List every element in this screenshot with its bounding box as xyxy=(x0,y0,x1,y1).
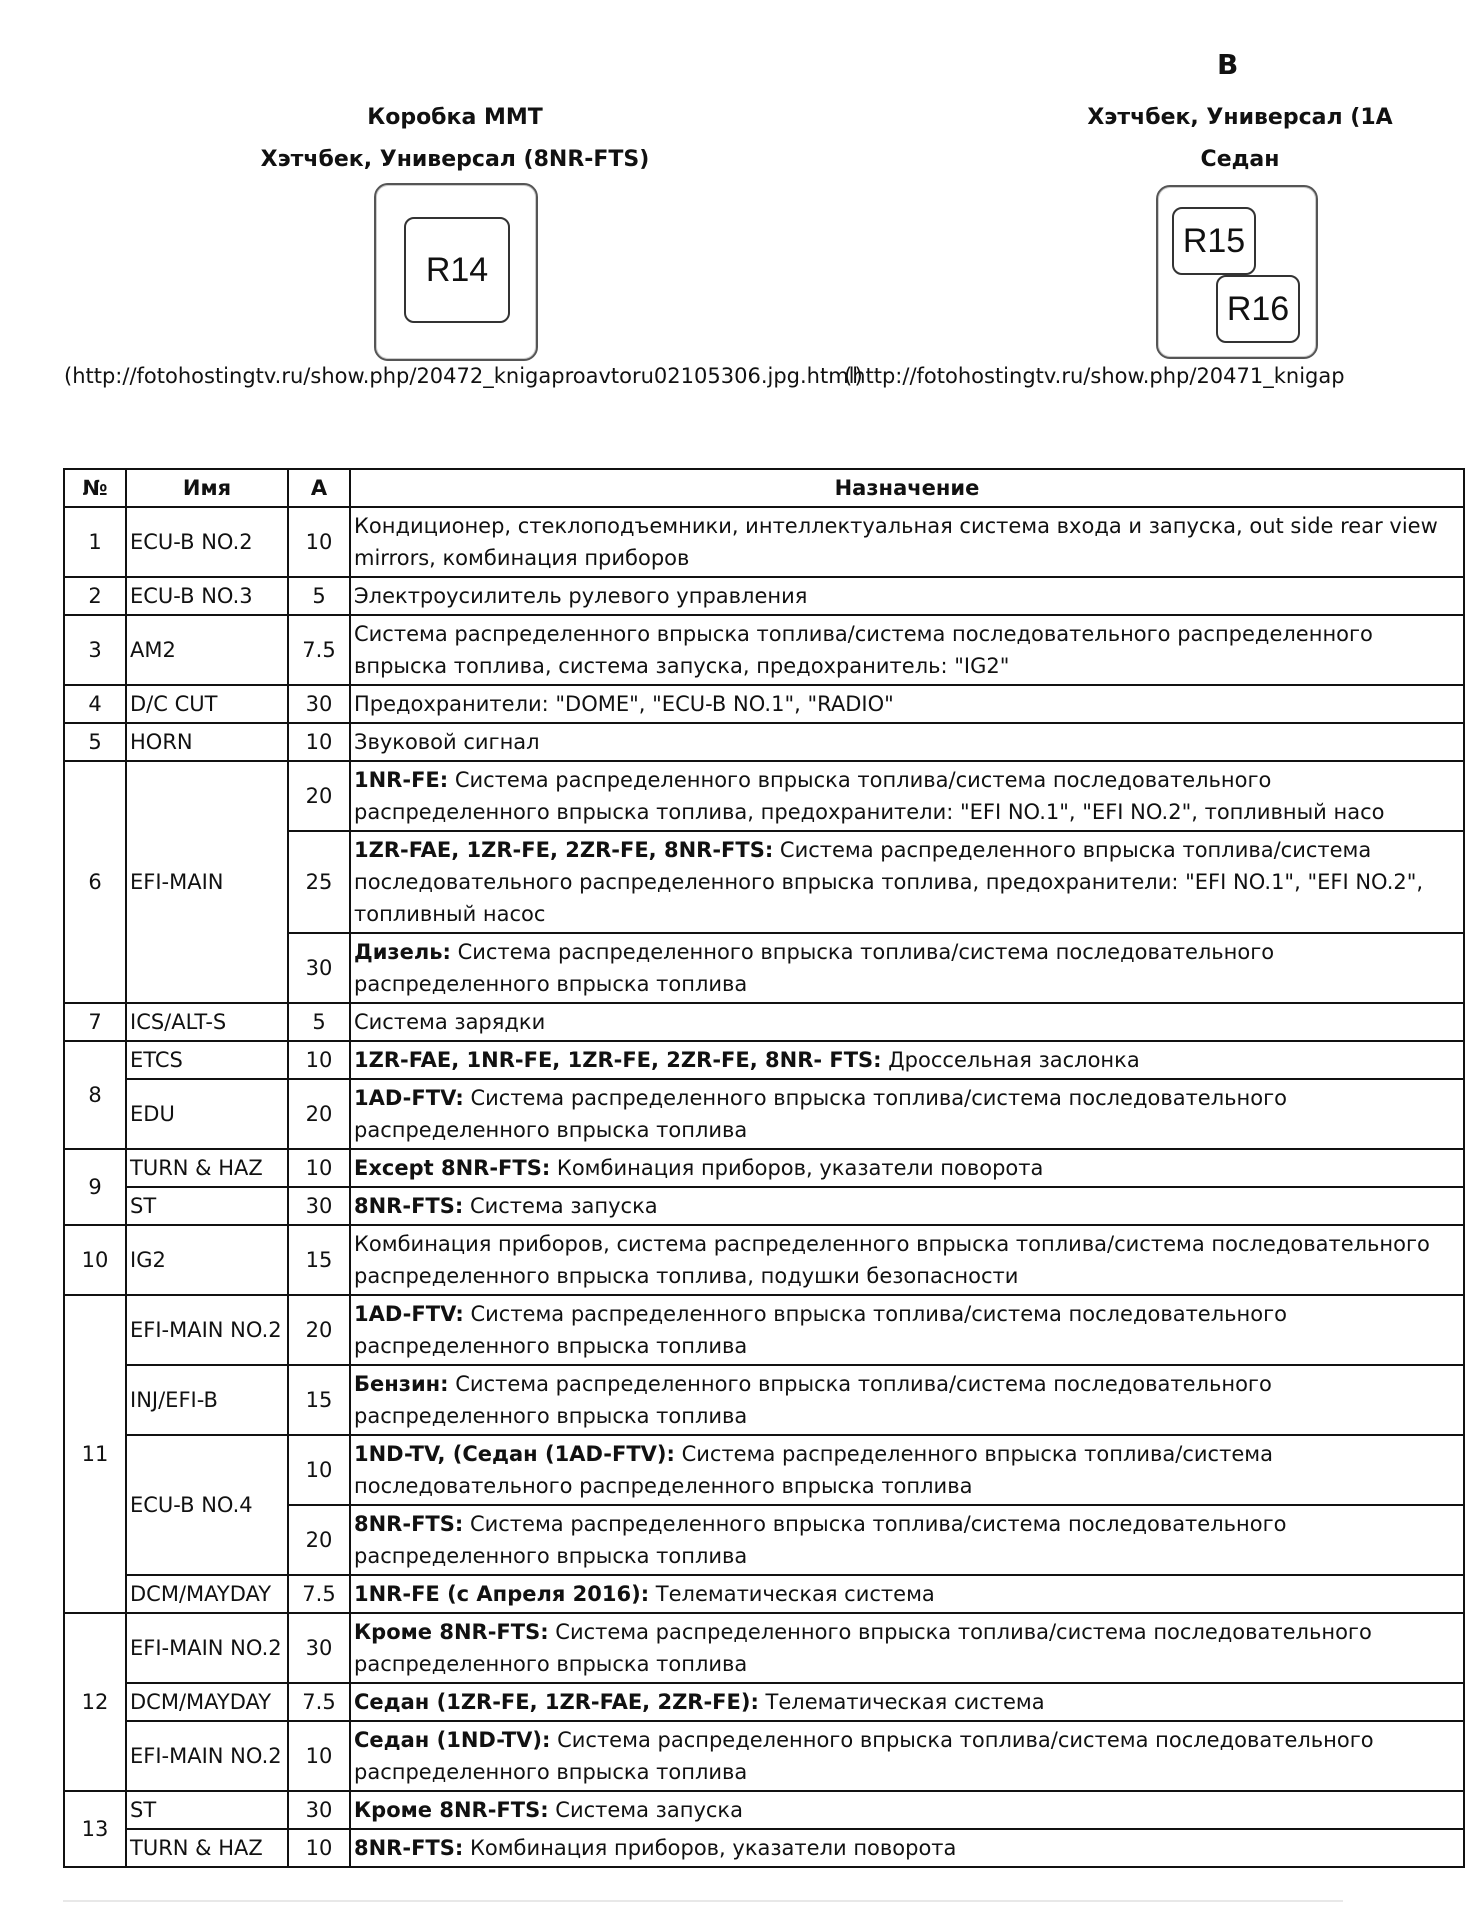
relay-r14: R14 xyxy=(404,217,510,323)
left-caption xyxy=(250,97,660,181)
purpose-text: Кондиционер, стеклоподъемники, интеллектуальная система входа и запуска, out side rear view mirrors, комбинация приборов xyxy=(354,514,1438,570)
fuse-amp: 10 xyxy=(288,1435,350,1505)
fuse-amp: 7.5 xyxy=(288,1683,350,1721)
engine-label: 1NR-FE: xyxy=(354,768,449,792)
engine-label: 1ZR-FAE, 1NR-FE, 1ZR-FE, 2ZR-FE, 8NR- FTS: xyxy=(354,1048,882,1072)
engine-label: Бензин: xyxy=(354,1372,449,1396)
fuse-name: ST xyxy=(126,1791,288,1829)
fuse-name: AM2 xyxy=(126,615,288,685)
engine-label: Седан (1ZR-FE, 1ZR-FAE, 2ZR-FE): xyxy=(354,1690,759,1714)
table-row xyxy=(64,1435,1464,1505)
table-row xyxy=(64,577,1464,615)
engine-label: 8NR-FTS: xyxy=(354,1194,464,1218)
fuse-name: ECU-B NO.3 xyxy=(126,577,288,615)
fuse-amp: 20 xyxy=(288,761,350,831)
fuse-amp: 10 xyxy=(288,1829,350,1867)
fuse-number: 9 xyxy=(64,1149,126,1225)
fuse-name: IG2 xyxy=(126,1225,288,1295)
relay-r15: R15 xyxy=(1172,207,1256,275)
fuse-purpose xyxy=(350,685,1464,723)
fuse-purpose xyxy=(350,1079,1464,1149)
fuse-purpose xyxy=(350,1721,1464,1791)
fuse-name: EFI-MAIN NO.2 xyxy=(126,1295,288,1365)
fuse-name: D/C CUT xyxy=(126,685,288,723)
table-row xyxy=(64,507,1464,577)
fuse-purpose xyxy=(350,1041,1464,1079)
fuse-purpose xyxy=(350,831,1464,933)
table-row xyxy=(64,1187,1464,1225)
purpose-text: Электроусилитель рулевого управления xyxy=(354,584,808,608)
fuse-purpose xyxy=(350,1829,1464,1867)
fuse-name: HORN xyxy=(126,723,288,761)
fuse-purpose xyxy=(350,1613,1464,1683)
fuse-purpose xyxy=(350,1187,1464,1225)
purpose-text: Система распределенного впрыска топлива/система последовательного распределенного впрыска топлива xyxy=(354,1302,1287,1358)
fuse-name: TURN & HAZ xyxy=(126,1829,288,1867)
relay-r16: R16 xyxy=(1216,275,1300,343)
fuse-amp: 20 xyxy=(288,1505,350,1575)
table-row xyxy=(64,1295,1464,1365)
fuse-purpose xyxy=(350,723,1464,761)
purpose-text: Система запуска xyxy=(548,1798,743,1822)
fuse-number: 8 xyxy=(64,1041,126,1149)
engine-label: 1AD-FTV: xyxy=(354,1302,464,1326)
fuse-purpose xyxy=(350,1295,1464,1365)
fuse-number: 6 xyxy=(64,761,126,1003)
table-row xyxy=(64,615,1464,685)
col-header-purpose: Назначение xyxy=(350,469,1464,507)
fuse-amp: 15 xyxy=(288,1365,350,1435)
fuse-number: 3 xyxy=(64,615,126,685)
table-row xyxy=(64,1575,1464,1613)
fuse-name: ICS/ALT-S xyxy=(126,1003,288,1041)
fuse-name: EDU xyxy=(126,1079,288,1149)
fuse-table xyxy=(63,468,1465,1868)
fuse-amp: 30 xyxy=(288,1613,350,1683)
fuse-amp: 7.5 xyxy=(288,615,350,685)
purpose-text: Система распределенного впрыска топлива/система последовательного распределенного впрыска топлива xyxy=(354,940,1275,996)
purpose-text: Система распределенного впрыска топлива/система последовательного распределенного впрыска топлива, система запуска, предохранитель: "IG2" xyxy=(354,622,1373,678)
fuse-amp: 20 xyxy=(288,1295,350,1365)
purpose-text: Звуковой сигнал xyxy=(354,730,540,754)
fuse-amp: 7.5 xyxy=(288,1575,350,1613)
fuse-amp: 10 xyxy=(288,1721,350,1791)
right-caption xyxy=(1040,97,1440,181)
table-row xyxy=(64,1613,1464,1683)
fuse-purpose xyxy=(350,933,1464,1003)
col-header-number: № xyxy=(64,469,126,507)
purpose-text: Предохранители: "DOME", "ECU-B NO.1", "RADIO" xyxy=(354,692,894,716)
engine-label: 8NR-FTS: xyxy=(354,1836,464,1860)
fuse-purpose xyxy=(350,1149,1464,1187)
fuse-purpose xyxy=(350,1225,1464,1295)
engine-label: Except 8NR-FTS: xyxy=(354,1156,551,1180)
fuse-name: DCM/MAYDAY xyxy=(126,1683,288,1721)
table-row xyxy=(64,685,1464,723)
table-header-row xyxy=(64,469,1464,507)
fuse-amp: 10 xyxy=(288,507,350,577)
table-row xyxy=(64,1683,1464,1721)
fuse-name: TURN & HAZ xyxy=(126,1149,288,1187)
fuse-purpose xyxy=(350,1365,1464,1435)
fuse-number: 5 xyxy=(64,723,126,761)
page-bottom-divider xyxy=(63,1900,1343,1902)
fuse-purpose xyxy=(350,1791,1464,1829)
purpose-text: Система распределенного впрыска топлива/система последовательного распределенного впрыска топлива xyxy=(354,1620,1372,1676)
table-row xyxy=(64,761,1464,831)
purpose-text: Система распределенного впрыска топлива/система последовательного распределенного впрыска топлива xyxy=(354,1086,1287,1142)
fuse-purpose xyxy=(350,577,1464,615)
fuse-name: EFI-MAIN NO.2 xyxy=(126,1613,288,1683)
table-row xyxy=(64,1829,1464,1867)
fuse-name: INJ/EFI-B xyxy=(126,1365,288,1435)
fuse-name: EFI-MAIN NO.2 xyxy=(126,1721,288,1791)
relay-block-left xyxy=(374,183,538,361)
fuse-amp: 5 xyxy=(288,1003,350,1041)
fuse-number: 1 xyxy=(64,507,126,577)
purpose-text: Система зарядки xyxy=(354,1010,546,1034)
engine-label: 1NR-FE (с Апреля 2016): xyxy=(354,1582,650,1606)
engine-label: Седан (1ND-TV): xyxy=(354,1728,551,1752)
table-row xyxy=(64,723,1464,761)
purpose-text: Комбинация приборов, система распределенного впрыска топлива/система последовательного распределенного впрыска топлива, подушки безопасности xyxy=(354,1232,1430,1288)
fuse-number: 2 xyxy=(64,577,126,615)
fuse-number: 10 xyxy=(64,1225,126,1295)
fuse-number: 12 xyxy=(64,1613,126,1791)
table-row xyxy=(64,1003,1464,1041)
table-row xyxy=(64,1365,1464,1435)
fuse-amp: 10 xyxy=(288,1149,350,1187)
fuse-number: 7 xyxy=(64,1003,126,1041)
fuse-amp: 5 xyxy=(288,577,350,615)
engine-label: Кроме 8NR-FTS: xyxy=(354,1798,549,1822)
right-image-url[interactable]: (http://fotohostingtv.ru/show.php/20471_knigap xyxy=(844,364,1345,388)
fuse-purpose xyxy=(350,615,1464,685)
right-caption-line-2: Седан xyxy=(1200,147,1280,172)
col-header-amp: А xyxy=(288,469,350,507)
purpose-text: Система распределенного впрыска топлива/система последовательного распределенного впрыска топлива xyxy=(354,1372,1272,1428)
fuse-amp: 30 xyxy=(288,685,350,723)
section-letter: B xyxy=(1217,48,1239,81)
fuse-purpose xyxy=(350,1575,1464,1613)
purpose-text: Телематическая система xyxy=(758,1690,1045,1714)
fuse-amp: 10 xyxy=(288,723,350,761)
purpose-text: Система распределенного впрыска топлива/система последовательного распределенного впрыска топлива xyxy=(354,1728,1374,1784)
fuse-amp: 10 xyxy=(288,1041,350,1079)
fuse-name: DCM/MAYDAY xyxy=(126,1575,288,1613)
table-row xyxy=(64,1721,1464,1791)
fuse-number: 4 xyxy=(64,685,126,723)
table-row xyxy=(64,1791,1464,1829)
fuse-purpose xyxy=(350,1683,1464,1721)
fuse-name: ETCS xyxy=(126,1041,288,1079)
fuse-purpose xyxy=(350,761,1464,831)
fuse-name: ECU-B NO.4 xyxy=(126,1435,288,1575)
purpose-text: Дроссельная заслонка xyxy=(881,1048,1140,1072)
fuse-number: 13 xyxy=(64,1791,126,1867)
purpose-text: Система запуска xyxy=(463,1194,658,1218)
table-row xyxy=(64,1041,1464,1079)
right-caption-line-1: Хэтчбек, Универсал (1А xyxy=(1087,105,1393,130)
purpose-text: Система распределенного впрыска топлива/система последовательного распределенного впрыска топлива xyxy=(354,1442,1273,1498)
fuse-name: ECU-B NO.2 xyxy=(126,507,288,577)
engine-label: Дизель: xyxy=(354,940,451,964)
fuse-amp: 25 xyxy=(288,831,350,933)
engine-label: 1AD-FTV: xyxy=(354,1086,464,1110)
fuse-table-wrapper xyxy=(63,468,1438,1868)
engine-label: Кроме 8NR-FTS: xyxy=(354,1620,549,1644)
fuse-amp: 30 xyxy=(288,933,350,1003)
purpose-text: Комбинация приборов, указатели поворота xyxy=(463,1836,957,1860)
fuse-number: 11 xyxy=(64,1295,126,1613)
fuse-name: EFI-MAIN xyxy=(126,761,288,1003)
table-row xyxy=(64,1079,1464,1149)
left-image-url[interactable]: (http://fotohostingtv.ru/show.php/20472_knigaproavtoru02105306.jpg.html) xyxy=(64,364,863,388)
fuse-amp: 20 xyxy=(288,1079,350,1149)
left-caption-line-2: Хэтчбек, Универсал (8NR-FTS) xyxy=(260,147,650,172)
purpose-text: Комбинация приборов, указатели поворота xyxy=(550,1156,1044,1180)
fuse-name: ST xyxy=(126,1187,288,1225)
purpose-text: Телематическая система xyxy=(649,1582,935,1606)
col-header-name: Имя xyxy=(126,469,288,507)
fuse-purpose xyxy=(350,507,1464,577)
engine-label: 1ND-TV, (Седан (1AD-FTV): xyxy=(354,1442,675,1466)
purpose-text: Система распределенного впрыска топлива/система последовательного распределенного впрыска топлива xyxy=(354,1512,1287,1568)
fuse-purpose xyxy=(350,1505,1464,1575)
table-row xyxy=(64,1149,1464,1187)
engine-label: 1ZR-FAE, 1ZR-FE, 2ZR-FE, 8NR-FTS: xyxy=(354,838,774,862)
table-row xyxy=(64,1225,1464,1295)
fuse-amp: 30 xyxy=(288,1791,350,1829)
fuse-amp: 30 xyxy=(288,1187,350,1225)
engine-label: 8NR-FTS: xyxy=(354,1512,464,1536)
left-caption-line-1: Коробка ММТ xyxy=(367,105,543,130)
fuse-purpose xyxy=(350,1435,1464,1505)
purpose-text: Система распределенного впрыска топлива/система последовательного распределенного впрыска топлива, предохранители: "EFI NO.1", "EFI NO.2", топливный насос xyxy=(354,838,1424,926)
relay-block-right xyxy=(1156,185,1318,359)
purpose-text: Система распределенного впрыска топлива/система последовательного распределенного впрыска топлива, предохранители: "EFI NO.1", "EFI NO.2", топливный насо xyxy=(354,768,1385,824)
fuse-purpose xyxy=(350,1003,1464,1041)
fuse-amp: 15 xyxy=(288,1225,350,1295)
